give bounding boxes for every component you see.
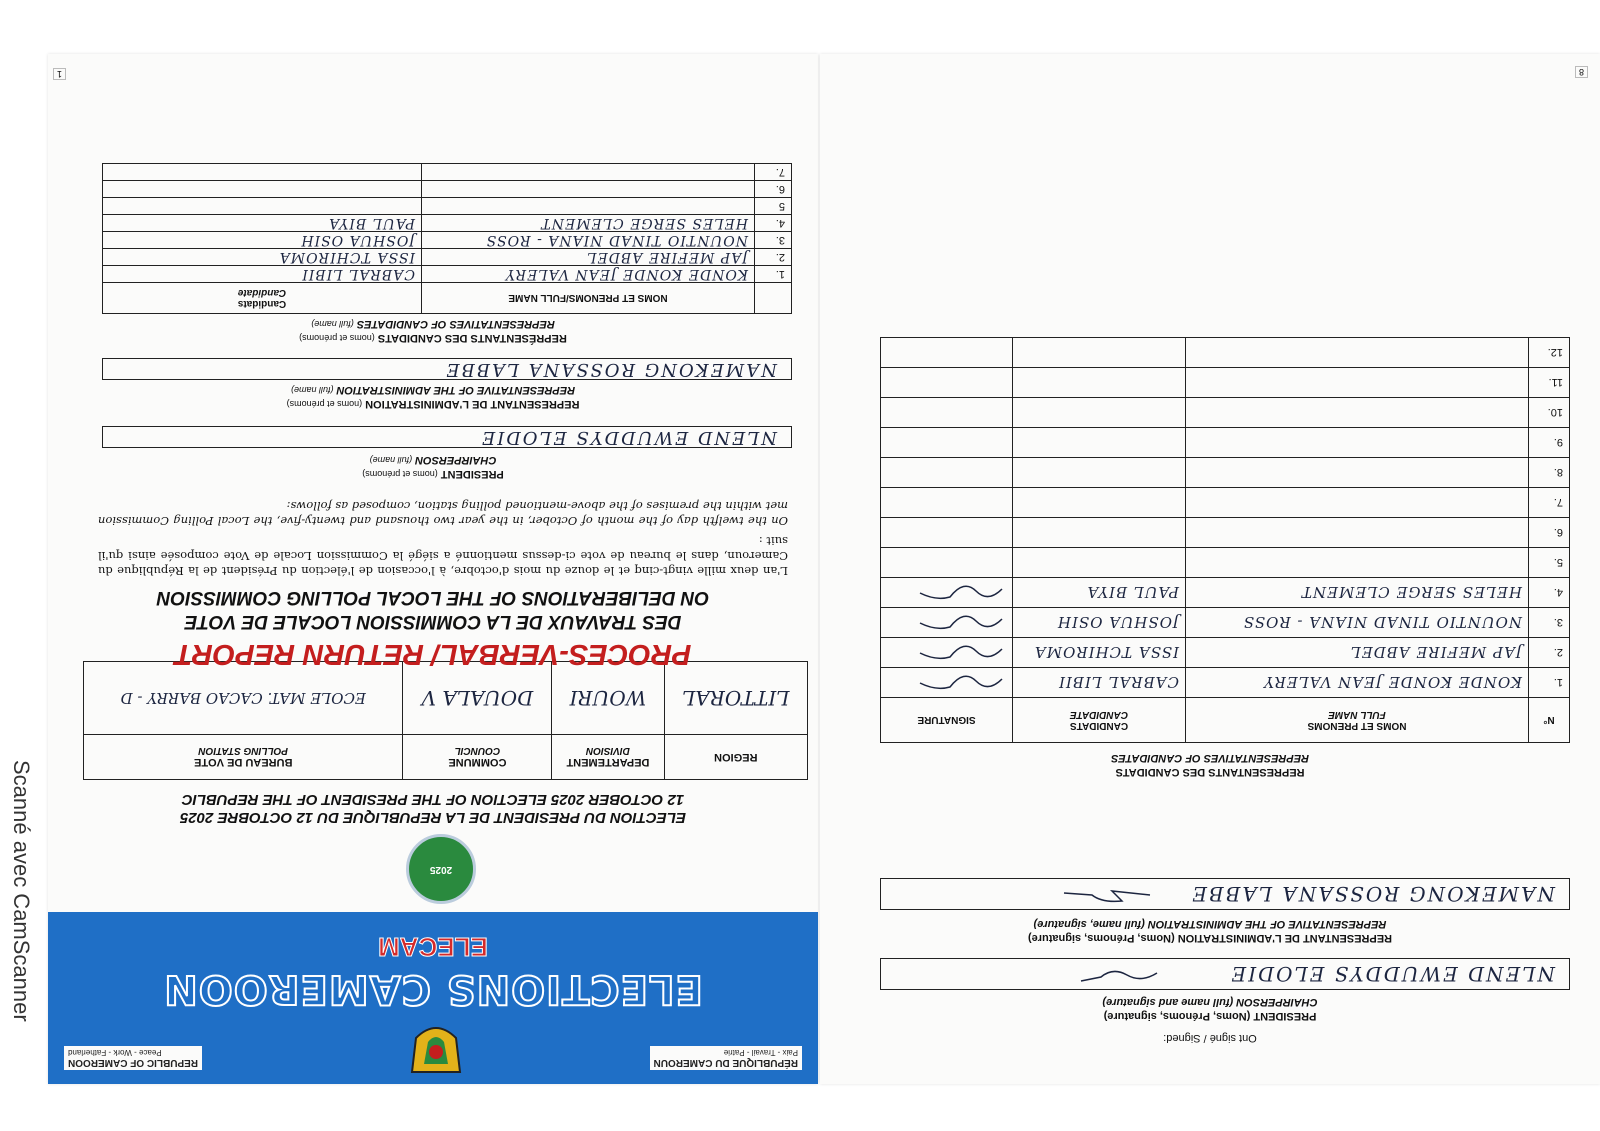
table-row [881,368,1570,398]
admin-label-text: REPRESENTANT DE L'ADMINISTRATION [365,398,580,410]
table-row [881,458,1570,488]
signature-cell [881,518,1013,548]
candidate-header-en: Candidate [237,287,287,298]
representative-name [422,198,755,215]
election-title-fr: ELECTION DU PRESIDENT DE LA REPUBLIQUE DU 12 OCTOBRE 2025 [180,809,686,826]
report-subtitle-en: ON DELIBERATIONS OF THE LOCAL POLLING COMMISSION [156,587,710,608]
candidates-label-en-note: (full name) [311,319,354,329]
name-header-en: FULL NAME [1328,709,1386,720]
candidate-name: PAUL BIYA [103,215,422,232]
candidate-name [1013,368,1186,398]
candidates-label-note: (noms et prénoms) [299,333,375,343]
chair-label [48,454,818,466]
intro-paragraph-fr: L'an deux mille vingt-cinq et le douze du mois d'octobre, à l'occasion de l'élection du Président de la République du Cameroun, dans le bureau de vote ci-dessus mentionné a siégé la Commission Locale de Vote composée ainsi qu'il suit : [98,534,788,578]
report-title: PROCES-VERBAL/ RETURN REPORT [174,638,692,670]
chair-label-text: CHAIRPERSON [415,454,497,466]
election-title-en: 12 OCTOBER 2025 ELECTION OF THE PRESIDENT OF THE REPUBLIC [181,791,685,808]
signature-cell [881,488,1013,518]
admin-name-field: NAMEKONG ROSSANA LABBE [102,358,792,380]
president-name-field: NLEND EWUDDYS ELODIE [102,426,792,448]
candidate-name [1013,338,1186,368]
name-header: NOMS ET PRENOMS/FULL NAME [422,283,755,314]
candidate-header-fr: Candidats [237,298,287,309]
table-row [881,548,1570,578]
representatives-rows [103,164,792,283]
row-number: 3. [1529,608,1570,638]
table-row [881,578,1570,608]
representative-name: HELES SERGE CLEMENT [422,215,755,232]
chair-label-note: (full name) [369,455,413,465]
location-header-en: DIVISION [585,745,630,757]
candidate-name [1013,488,1186,518]
row-number: 1. [1529,668,1570,698]
admin-label: REPRESENTANT DE L'ADMINISTRATION (Noms, Prénoms, signature) [1028,932,1393,944]
table-row [881,338,1570,368]
representative-name [1186,548,1529,578]
name-header [1186,698,1529,743]
table-row [881,668,1570,698]
table-row [881,488,1570,518]
row-number: 2. [1529,638,1570,668]
signature-icon [916,645,1006,663]
signature-cell [881,368,1013,398]
president-label-note: (noms et prénoms) [362,469,438,479]
table-row [103,164,792,181]
location-header-fr: REGION [714,751,758,763]
admin-signature-icon [1062,887,1152,905]
admin-name-field [880,878,1570,910]
candidate-name [1013,548,1186,578]
candidate-name: JOSHUA OSIH [1013,608,1186,638]
representative-name: JAP MEFIRE ABDEL [422,249,755,266]
signature-header: SIGNATURE [881,698,1013,743]
intro-paragraph-en: On the twelfth day of the month of October, in the year two thousand and twenty-five, the Local Polling Commission met within the premises of the above-mentioned polling station, composed as follows: [98,499,788,528]
election-seal-icon [406,834,476,904]
org-title: ELECTIONS CAMEROON [163,966,703,1012]
page-number: 1 [53,68,66,80]
right-page-content [820,54,1600,1084]
candidate-name [1013,518,1186,548]
row-number: 4. [1529,578,1570,608]
admin-label-en [48,384,818,396]
name-header-fr: NOMS ET PRENOMS [1307,720,1407,731]
table-row [103,232,792,249]
representative-name: KONDE KONDE JEAN VALERY [422,266,755,283]
admin-label-note: (noms et prénoms) [286,399,363,409]
president-label: PRESIDENT (Noms, Prénoms, signature) [1103,1010,1317,1022]
representatives-table [102,163,792,314]
coat-of-arms-icon [404,1018,468,1078]
representative-name [1186,458,1529,488]
candidate-name [1013,458,1186,488]
signature-cell [881,608,1013,638]
candidates-label: REPRESENTANTS DES CANDIDATS [1115,766,1305,778]
num-header: N° [1529,698,1570,743]
candidates-label-en: REPRESENTATIVES OF CANDIDATES [1110,752,1310,764]
org-acronym: ELECAM [378,932,488,962]
row-number: 5. [1529,548,1570,578]
location-header [84,735,403,780]
signatures-rows [881,338,1570,698]
row-number: 7. [1529,488,1570,518]
candidates-label-en [48,318,818,330]
president-signature-icon [1071,967,1161,985]
signature-cell [881,428,1013,458]
row-number: 9. [1529,428,1570,458]
representative-name [1186,338,1529,368]
candidate-name: CABRAL LIBII [1013,668,1186,698]
president-name: NLEND EWUDDYS ELODIE [1229,962,1555,986]
row-number: 6. [1529,518,1570,548]
signature-icon [916,675,1006,693]
signature-cell [881,458,1013,488]
signature-cell [881,338,1013,368]
left-page [48,54,818,1084]
table-row [103,181,792,198]
row-number: 8. [1529,458,1570,488]
representative-name [1186,518,1529,548]
signature-cell [881,548,1013,578]
candidate-name [103,164,422,181]
representative-name: JAP MEFIRE ABDEL [1186,638,1529,668]
region-value: LITTORAL [664,662,807,735]
row-number: 4. [755,215,792,232]
row-number: 11. [1529,368,1570,398]
council-value: DOUALA V [403,662,552,735]
table-row [103,215,792,232]
signature-cell [881,638,1013,668]
table-row [103,266,792,283]
location-header-en: POLLING STATION [198,745,289,757]
table-row [881,398,1570,428]
representative-name [1186,368,1529,398]
candidate-name: PAUL BIYA [1013,578,1186,608]
row-number: 5 [755,198,792,215]
table-row [881,608,1570,638]
signature-cell [881,668,1013,698]
republic-en [64,1046,202,1070]
polling-station-value: ECOLE MAT. CACAO BARRY - D [84,662,403,735]
admin-label-en-text: REPRESENTATIVE OF THE ADMINISTRATION [336,384,576,396]
location-header-fr: BUREAU DE VOTE [194,756,293,769]
table-row [881,428,1570,458]
candidates-label-text: REPRÉSENTANTS DES CANDIDATS [377,332,567,344]
left-page-content [48,54,818,1084]
signatures-table [880,337,1570,743]
row-number: 1. [755,266,792,283]
representative-name: KONDE KONDE JEAN VALERY [1186,668,1529,698]
admin-label-en: REPRESENTATIVE OF THE ADMINISTRATION (full name, signature) [1033,918,1387,930]
page-number: 8 [1575,66,1588,78]
chair-label: CHAIRPERSON (full name and signature) [1102,996,1318,1008]
representative-name [1186,398,1529,428]
elecam-banner [48,912,818,1084]
candidate-name [1013,428,1186,458]
signature-icon [916,585,1006,603]
row-number: 3. [755,232,792,249]
location-header-fr: DEPARTEMENT [566,756,650,769]
president-label-text: PRESIDENT [440,468,504,480]
location-header [403,735,552,780]
seal-text: 2025 [429,864,453,875]
representative-name: NOUNTIO TINAD NIANA - ROSS [422,232,755,249]
representative-name: NOUNTIO TINAD NIANA - ROSS [1186,608,1529,638]
row-number: 10. [1529,398,1570,428]
president-label [48,468,818,480]
motto-en: Peace - Work - Fatherland [68,1048,162,1057]
location-header-en: COUNCIL [454,745,501,757]
president-name-field [880,958,1570,990]
location-header [664,735,807,780]
candidate-name: CABRAL LIBII [103,266,422,283]
location-table [83,661,808,780]
table-row [881,518,1570,548]
signature-cell [881,398,1013,428]
candidates-label-en-text: REPRESENTATIVES OF CANDIDATES [356,318,555,330]
candidate-name: JOSHUA OSIH [103,232,422,249]
candidate-name [1013,398,1186,428]
republic-fr-text: RÉPUBLIQUE DU CAMEROUN [653,1057,798,1068]
representative-name [1186,488,1529,518]
division-value: WOURI [552,662,664,735]
republic-fr [650,1046,802,1070]
candidate-header-fr: CANDIDATS [1069,720,1129,731]
candidate-name [103,181,422,198]
representative-name [422,164,755,181]
motto-fr: Paix - Travail - Patrie [723,1048,798,1057]
candidate-name: ISSA TCHIROMA [103,249,422,266]
republic-en-text: REPUBLIC OF CAMEROON [68,1057,198,1068]
row-number: 6. [755,181,792,198]
candidate-name [103,198,422,215]
representative-name [1186,428,1529,458]
candidate-header-en: CANDIDATE [1069,709,1129,720]
camscanner-watermark: Scanné avec CamScanner [9,760,34,1022]
row-number: 12. [1529,338,1570,368]
candidate-header [103,283,422,314]
row-number: 2. [755,249,792,266]
signature-cell [881,578,1013,608]
representative-name: HELES SERGE CLEMENT [1186,578,1529,608]
candidates-label [48,332,818,344]
signed-label: Ont signé / Signed: [1163,1032,1257,1044]
right-page [820,54,1600,1084]
admin-label [48,398,818,410]
table-row [881,638,1570,668]
report-subtitle-fr: DES TRAVAUX DE LA COMMISSION LOCALE DE VOTE [184,611,682,632]
candidate-header [1013,698,1186,743]
num-header [755,283,792,314]
candidate-name: ISSA TCHIROMA [1013,638,1186,668]
table-row [103,198,792,215]
location-header-fr: COMMUNE [448,756,507,769]
signature-icon [916,615,1006,633]
table-row [103,249,792,266]
row-number: 7. [755,164,792,181]
location-header [552,735,664,780]
admin-name: NAMEKONG ROSSANA LABBE [1190,882,1555,906]
representative-name [422,181,755,198]
admin-label-en-note: (full name) [290,385,334,395]
